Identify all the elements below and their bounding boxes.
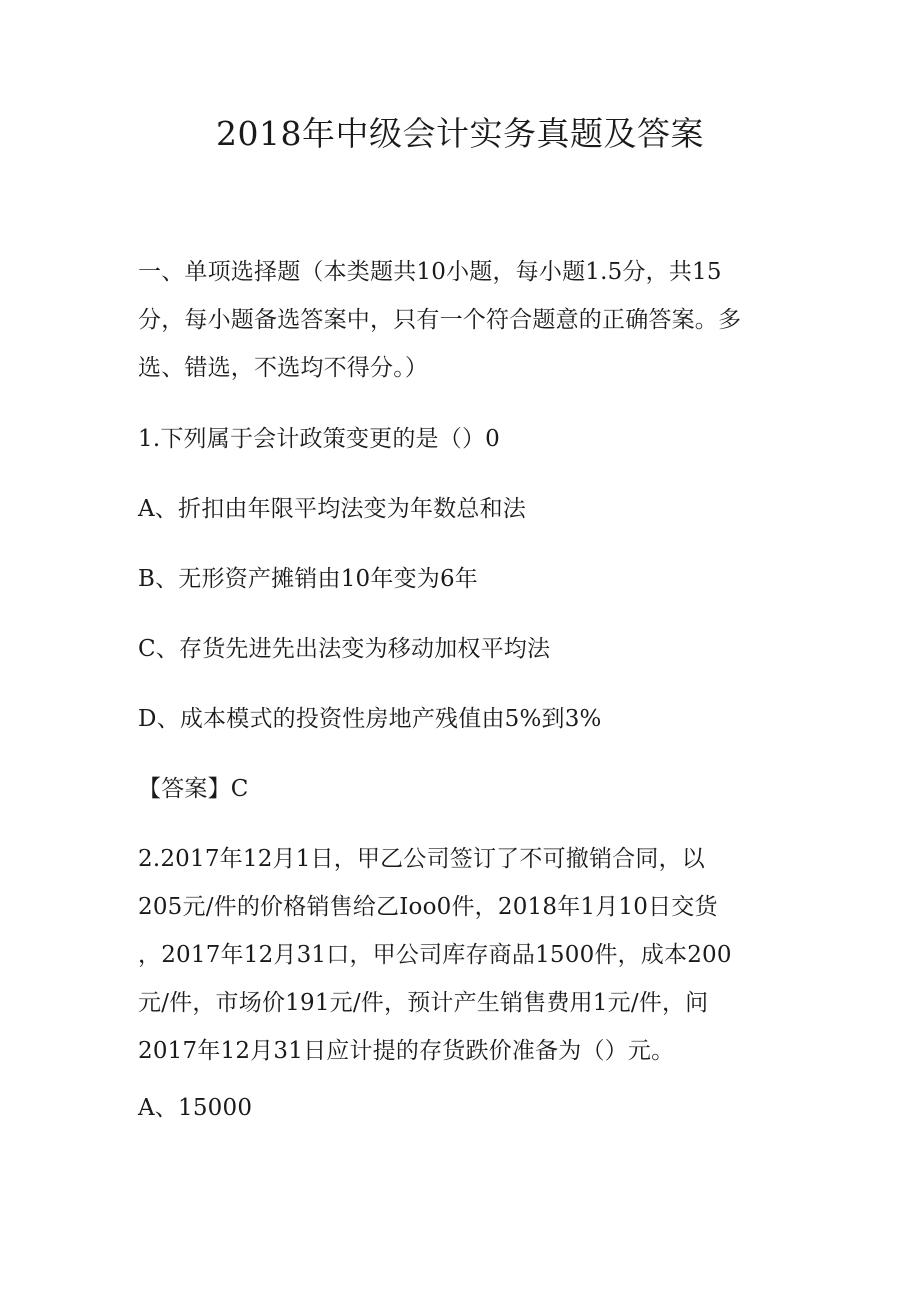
question-2-stem-line: 2.2017年12月1日，甲乙公司签订了不可撤销合同，以 <box>138 846 705 872</box>
question-1-option-d: D、成本模式的投资性房地产残值由5%到3% <box>138 706 602 732</box>
question-1-answer: 【答案】C <box>138 776 249 802</box>
section-heading-line: 一、单项选择题（本类题共10小题，每小题1.5分，共15 <box>138 259 722 285</box>
question-1-option-b: B、无形资产摊销由10年变为6年 <box>138 566 479 592</box>
question-2-stem <box>138 835 784 1075</box>
question-2-stem-line: 2017年12月31日应计提的存货跌价准备为（）元。 <box>138 1038 675 1064</box>
question-1-stem: 1.下列属于会计政策变更的是（）0 <box>138 426 500 452</box>
section-heading-line: 分，每小题备选答案中，只有一个符合题意的正确答案。多 <box>138 307 742 333</box>
section-heading-line: 选、错选，不选均不得分。） <box>138 355 429 381</box>
question-2-stem-line: 元/件，市场价191元/件，预计产生销售费用1元/件，问 <box>138 990 709 1016</box>
question-1-option-c: C、存货先进先出法变为移动加权平均法 <box>138 636 551 662</box>
question-2-stem-line: ，2017年12月31口，甲公司库存商品1500件，成本200 <box>138 942 732 968</box>
section-heading <box>138 248 784 392</box>
question-2-stem-line: 205元/件的价格销售给乙Ioo0件，2018年1月10日交货 <box>138 894 718 920</box>
question-2-option-a: A、15000 <box>138 1095 253 1121</box>
question-1-option-a: A、折扣由年限平均法变为年数总和法 <box>138 496 527 522</box>
document-title: 2018年中级会计实务真题及答案 <box>216 114 704 153</box>
